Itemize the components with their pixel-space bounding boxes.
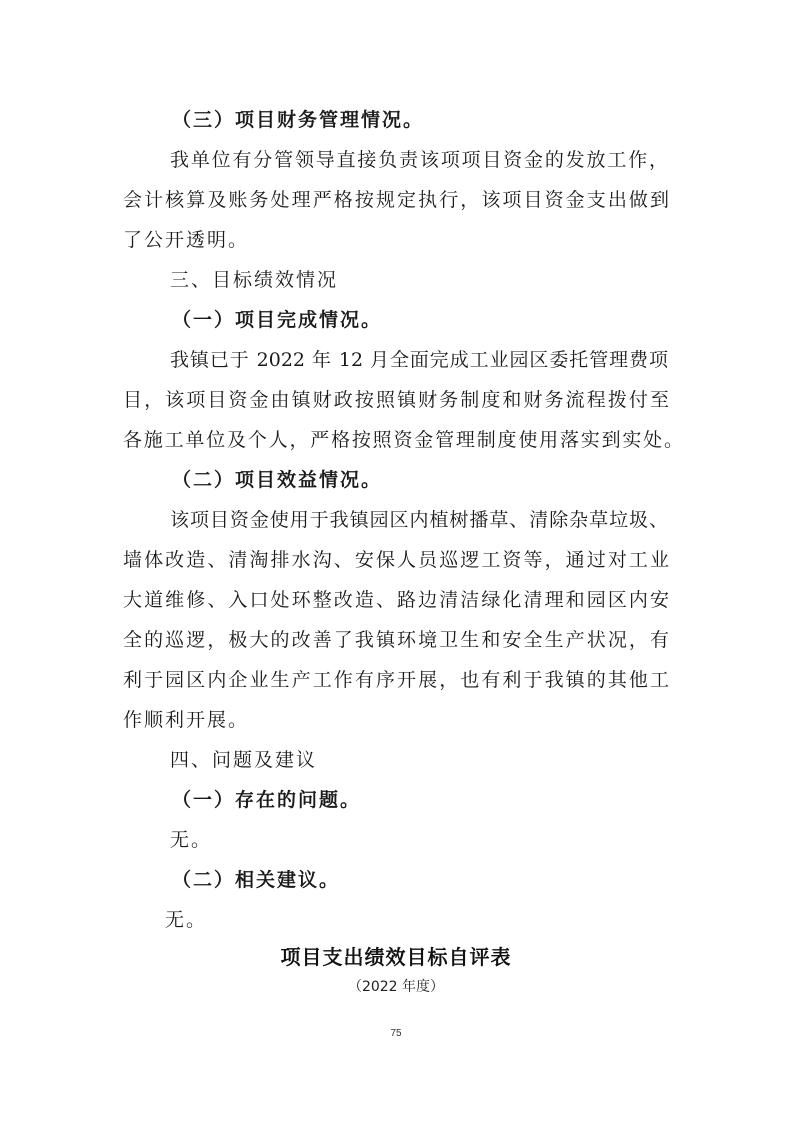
paragraph-line: 各施工单位及个人，严格按照资金管理制度使用落实到实处。 [123,429,683,451]
paragraph-line: 作顺利开展。 [123,709,250,731]
heading-project-completion: （一）项目完成情况。 [172,309,383,331]
paragraph-line: 墙体改造、清淘排水沟、安保人员巡逻工资等，通过对工业 [123,549,669,571]
page-number: 75 [390,1028,402,1039]
paragraph-line: 无。 [165,909,208,931]
heading-finance-management: （三）项目财务管理情况。 [172,109,425,131]
paragraph-line: 利于园区内企业生产工作有序开展，也有利于我镇的其他工 [123,669,669,691]
paragraph-line: 该项目资金使用于我镇园区内植树播草、清除杂草垃圾、 [170,509,668,531]
heading-existing-problems: （一）存在的问题。 [172,789,362,811]
table-subtitle: （2022 年度） [347,979,445,995]
paragraph-line: 我镇已于 2022 年 12 月全面完成工业园区委托管理费项 [170,349,668,371]
section-heading-performance: 三、目标绩效情况 [170,269,339,291]
heading-project-benefits: （二）项目效益情况。 [172,469,383,491]
paragraph-line: 全的巡逻，极大的改善了我镇环境卫生和安全生产状况，有 [123,629,669,651]
paragraph-line: 会计核算及账务处理严格按规定执行，该项目资金支出做到 [123,189,669,211]
paragraph-line: 目，该项目资金由镇财政按照镇财务制度和财务流程拨付至 [123,389,669,411]
table-title: 项目支出绩效目标自评表 [280,945,512,969]
paragraph-line: 大道维修、入口处环整改造、路边清洁绿化清理和园区内安 [123,589,669,611]
paragraph-line: 无。 [170,829,213,851]
heading-suggestions: （二）相关建议。 [172,869,341,891]
paragraph-line: 我单位有分管领导直接负责该项项目资金的发放工作， [170,149,668,171]
paragraph-line: 了公开透明。 [123,229,250,251]
section-heading-issues: 四、问题及建议 [170,749,318,771]
